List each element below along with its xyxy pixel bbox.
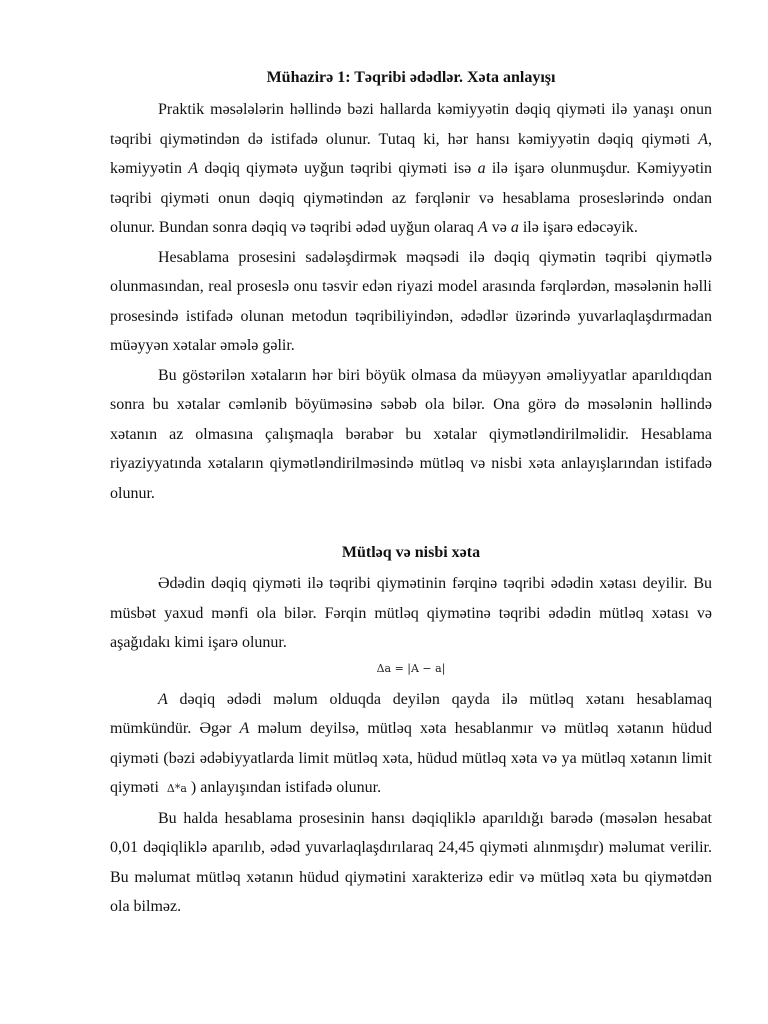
symbol-exact-value: A (477, 219, 488, 236)
text-run: məlum deyilsə, mütləq xəta hesablanmır və mütləq xətanın hüdud qiyməti (bəzi ədəbiyyatlarda limit mütləq xəta, hüdud mütləq xəta və ya mütləq xətanın limit qiyməti (110, 720, 712, 796)
text-run: ilə işarə edəcəyik. (518, 219, 638, 236)
paragraph-error-accumulation: Bu göstərilən xətaların hər biri böyük olmasa da müəyyən əməliyyatlar aparıldıqdan sonra bu xətalar cəmlənib böyüməsinə səbəb ola bilər. Ona görə də məsələnin həllində xətanın az olmasına çalışmaqla bərabər bu xətalar qiymətləndirilməlidir. Hesablama riyaziyyatında xətaların qiymətləndirilməsində mütləq və nisbi xəta anlayışlarından istifadə olunur. (110, 366, 712, 502)
absolute-error-formula: Δa = |A − a| (376, 661, 446, 675)
text-run: ilə işarə olunmuşdur. Kəmiyyətin təqribi qiyməti onun dəqiq qiymətindən az fərqlənir və hesablama proseslərində ondan olunur. Bundan sonra dəqiq və təqribi ədəd uyğun olaraq (110, 160, 713, 236)
paragraph-error-sources: Hesablama prosesini sadələşdirmək məqsədi ilə dəqiq qiymətin təqribi qiymətlə olunmasından, real proseslə onu təsvir edən riyazi model arasında fərqlərdən, məsələnin həlli prosesində istifadə olunan metodun təqribiliyindən, ədədlər üzərində yuvarlaqlaşdırmadan müəyyən xətalar əmələ gəlir. (110, 248, 712, 354)
paragraph-limit-error (110, 685, 712, 804)
lecture-title: Mühazirə 1: Təqribi ədədlər. Xəta anlayışı (266, 69, 556, 86)
paragraph-intro (110, 95, 712, 243)
symbol-exact-value: A (239, 720, 250, 737)
symbol-approx-value: a (477, 160, 486, 177)
paragraph-absolute-error-definition: Ədədin dəqiq qiyməti ilə təqribi qiymətinin fərqinə təqribi ədədin xətası deyilir. Bu müsbət yaxud mənfi ola bilər. Fərqin mütləq qiymətinə təqribi ədədin mütləq xətası və aşağıdakı kimi işarə olunur. (110, 575, 712, 651)
text-run: və (487, 219, 511, 236)
section-heading: Mütləq və nisbi xəta (341, 544, 481, 561)
text-run: ) anlayışından istifadə olunur. (190, 779, 382, 796)
limit-error-symbol: Δ*a (166, 782, 187, 795)
text-run: Praktik məsələlərin həllində bəzi hallarda kəmiyyətin dəqiq qiyməti ilə yanaşı onun təqribi qiymətindən də istifadə olunur. Tutaq ki, hər hansı kəmiyyətin dəqiq qiyməti (110, 101, 712, 148)
symbol-approx-value: a (510, 219, 519, 236)
text-run: dəqiq qiymətə uyğun təqribi qiyməti isə (198, 160, 478, 177)
symbol-exact-value: A (188, 160, 199, 177)
symbol-exact-value: A (698, 130, 708, 148)
text-run: dəqiq ədədi məlum olduqda deyilən qayda ilə mütləq xətanı hesablamaq mümkündür. Əgər (110, 690, 712, 737)
text-run: , kəmiyyətin (110, 130, 712, 177)
paragraph-precision-info: Bu halda hesablama prosesinin hansı dəqiqliklə aparıldığı barədə (məsələn hesabat 0,01 dəqiqliklə aparılıb, ədəd yuvarlaqlaşdırılaraq 24,45 qiyməti alınmışdır) məlumat verilir. Bu məlumat mütləq xətanın hüdud qiymətini xarakterizə edir və mütləq xəta bu qiymətdən ola bilməz. (110, 809, 712, 915)
symbol-exact-value: A (158, 690, 168, 708)
